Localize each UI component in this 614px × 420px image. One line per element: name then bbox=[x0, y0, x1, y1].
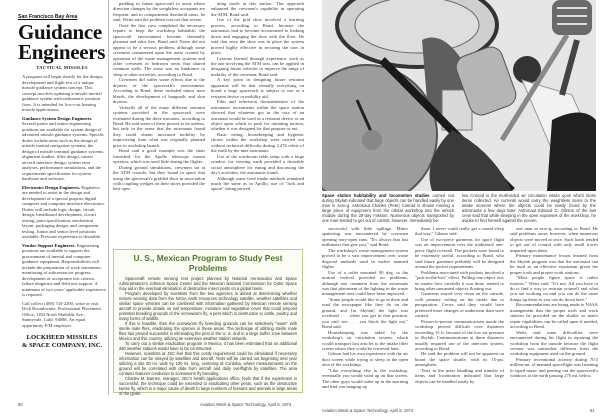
paragraph: successful with little spillage. Minor spattering was encountered by crewmen opening easy-open cans. "It's always that last millimeter that gets you," said Bond. bbox=[322, 226, 408, 248]
ad-section-body: Engineers are needed to assist in the design and development of a special purpose digital computer and computer interface electronics. Duties will include logic design, circuit design, breadboard development, circuit testing, parts specification, mechanical layout, packaging design, and component testing. Junior and senior level positions available. Previous experience is desirable. bbox=[22, 184, 106, 239]
ad-subhead: TACTICAL MISSILES bbox=[36, 65, 88, 70]
paragraph: Gibson had his own experience with the air duct screen while trying to sleep in the open area of the workshop. bbox=[322, 351, 408, 368]
ad-section bbox=[18, 185, 106, 240]
ad-intro: A program will begin shortly for the design, development and flight test of a unique missile guidance system concept. This concept involves updating a missile inertial guidance system with radiometric position fixes. It is intended for low-cost homing missile applications. bbox=[22, 74, 103, 112]
footer-left: Aviation Week & Space Technology, April 8, 1974 bbox=[200, 402, 292, 407]
paragraph: Although some food intake methods remained much the same as in Apollo, use of "fork and spoon" eating proved bbox=[211, 175, 304, 192]
paragraph: Person-to-person communications inside the workshop proved difficult over distances exceeding 15 ft. because of the low air pressure in Skylab. Communications at these distances usually required use of the intercom system, according to Bond. bbox=[415, 318, 504, 351]
paragraph: During ground simulations, crewmen sat at the ATM console, but they found in space that using the spacecraft's gridded floor in association with coupling wedges on their shoes provided the best oper- bbox=[113, 164, 205, 192]
sidebar-body bbox=[119, 276, 297, 396]
ad-section-title: Vendor Support Engineers. bbox=[22, 242, 76, 248]
paragraph: He said the problem will not be apparent on board the space shuttle, with its 15-psi. atmosphere. bbox=[415, 351, 504, 368]
paragraph: However, scientists at JSC feel that this costly requirement could be eliminated if necessary information can be relayed by satellites and aircraft. Tests will be carried out beginning next year utilizing a site 50 mi. wide by 100 mi. long, centering at Cordoba, where measurements on the ground will be correlated with data from aircraft and daily overflights by satellites. The area contains features conducive to screwworm fly breeding. bbox=[119, 351, 297, 376]
paragraph: Crewmen did suffer some effects due to the dryness of the spacecraft's environment. According to Bond, these included minor nose bleeds, the development of hangnails and skin dryness. bbox=[113, 77, 205, 105]
paragraph: Bond said a good example was the chair furnished for the Apollo telescope mount operator, which was used little during the flights. bbox=[113, 148, 205, 165]
article-column-3 bbox=[322, 226, 408, 404]
ad-section bbox=[18, 243, 106, 298]
caption-text: carried out during Skylab indicated that large objects can be handled easily by one man in zero-g. Astronaut Charles (Pete) Conrad is shown moving a large piece of equipment from the orbital workshop into the airlock module during the 28-day mission. Numerous objects transported by one man tended to get out of control, however. Immediately be- bbox=[322, 193, 454, 223]
paragraph: Once the first crew completed the necessary repairs to keep the workshop habitable, the spacecraft environment became thermally pleasant and odor free, Bond said. Noise did not appear to be a serious problem, although some crewmen commented upon the noise created by operation of the waste management systems and other crewmen in bedroom areas that shared common walls. The noise was no hindrance to sleep or other activities, according to Bond. bbox=[113, 22, 205, 77]
paragraph: Charles M. Barnes, manager, JSC's health applications office, feels that if the experiment is successful, the technique could be extended to eradicating other pests, such as the destructive tsetse fly, which is a major cause of death to large numbers of humans and animals in large areas of the globe. bbox=[119, 376, 297, 396]
paragraph: If this is feasible, then the screwworm fly breeding grounds can be selectively "sown" with sterile male flies, eradicating the species in these areas. The technique of utilizing sterile male flies has proved successful in eliminating the pest in the U. S. and in a large buffer zone between Mexico and this country, utilizing an extensive weather station network. bbox=[119, 321, 297, 341]
paragraph: Basic eating, housekeeping and hygienic chores within the workshop were carried out without technical difficulty during 2,476 orbits of the earth by the nine astronauts. bbox=[211, 131, 304, 154]
article-column-2 bbox=[211, 1, 304, 244]
paragraph: "Like everything else in the workshop, eventually you would wind up on that screen. The other guys would wake up in the morning and find you hanging up bbox=[322, 367, 408, 390]
sidebar-box bbox=[113, 249, 303, 396]
ad-headline-line-1: Guidance bbox=[18, 20, 102, 44]
paragraph: Program developed by scientists from the two agencies is aimed at determining whether remote sensing data from the NASA earth resources technology satellite, weather satellites and similar space vehicles can be combined with information gathered by Mexican remote sensing aircraft to provide details on soil temperature, moisture and vegetative cover that could pinpoint potential breeding grounds of the screwworm fly, a pest which is destructive to cattle, poultry and many forms of wildlife. bbox=[119, 291, 297, 321]
page-number-left: 60 bbox=[18, 402, 23, 407]
paragraph: Recommendations are being made to NASA management that the proper tools and work stations be provided on the shuttle so man's repair capabilities can be called upon if needed, according to Bond. bbox=[510, 302, 598, 330]
sidebar-title: U. S., Mexican Program to Study Pest Problems bbox=[133, 253, 283, 273]
page-number-right: 61 bbox=[590, 408, 595, 413]
ad-section-body: Engineering positions are available to support the procurement of inertial and computer guidance equipment. Responsibilities will include the preparation of work statements, monitoring of subcontractor progress, development of acceptance test criteria, failure diagnosis and field test support. A minimum of two years' applicable experience is required. bbox=[22, 242, 106, 297]
ad-section-body: Several junior and senior engineering positions are available for system design of advanced missile guidance systems. Specific duties include areas such as the design of missile inertial navigation systems, the design of missile terminal guidance systems, alignment studies, filter design, carrier aircraft interface design, system error analyses, performance simulations, and the requirements specification for system hardware and software. bbox=[22, 121, 105, 181]
ad-company-line-1: LOCKHEED MISSILES bbox=[26, 334, 98, 341]
footer-right: Aviation Week & Space Technology, April 8, 1974 bbox=[322, 408, 414, 413]
recruitment-ad bbox=[18, 14, 106, 349]
paragraph: Use of the grid shoe involved a learning process, according to Bond, because the astronauts had to become accustomed to looking down and engaging the shoe with the floor. He said that once the shoe was in place the system proved highly effective in securing the user in place. bbox=[211, 17, 304, 56]
paragraph: Lessons learned through experience, such as the one involving the ATM seat, can be applied in designing future vehicles to improve the range of mobility of the crewmen, Bond said. bbox=[211, 55, 304, 77]
paragraph: Spacecraft remote sensing test project planned by National Aeronautics and Space Administration's Johnson Space Center and the Mexican National Commission for Outer Space may aid in the eventual elimination of destructive insect pests on a global basis. bbox=[119, 276, 297, 291]
article-column-1 bbox=[113, 1, 205, 244]
paragraph: Tests in the mass handling and transfer of items and locomotion indicated that large objects can be handled easily by bbox=[415, 367, 504, 384]
paragraph: Problems associated with pockets involved a "jack-in-the-box" effect. Pulling one object out, no matter how carefully it was done, tended to bring other unwanted objects floating out. bbox=[415, 269, 504, 291]
paragraph: Garments stayed very clean on the outside, with primary soiling on the inside due to perspiration. Crews said they would have preferred more changes of underwear than were carried. bbox=[415, 291, 504, 319]
paragraph: To carry out a similar eradication program in Mexico, it has been estimated that an additional 260 weather stations would have to be constructed. bbox=[119, 341, 297, 351]
column-divider bbox=[108, 0, 109, 395]
ad-section-title: Guidance System Design Engineers. bbox=[22, 115, 93, 121]
paragraph: Use of a toilet mounted 90 deg. to the normal vertical provided no problems, although one comment from the astronauts was that placement of the lighting in the waste management area could have been improved. bbox=[322, 269, 408, 297]
article-column-5 bbox=[510, 226, 598, 404]
paragraph: Film and television documentation of the astronauts' movements within the space station showed that whatever got in the way of an astronaut would be used as a restraint device or an object upon which to push for initiating motion, whether it was designed for that purpose or not. bbox=[211, 99, 304, 132]
paragraph: ating mode at this station. This approach enhanced the crewmen's capability in operating the ATM, Bond said. bbox=[211, 1, 304, 17]
photo-illustration bbox=[322, 0, 596, 191]
paragraph: Primary recreational activity during 70.5 million mi. of manned spaceflight was listening to taped music and peering out the spacecraft's windows at the earth passing 270 mi. below. bbox=[510, 356, 598, 379]
article-column-4 bbox=[415, 226, 504, 404]
paragraph: "Some people would like to go in there and read the newspaper like they do on the ground, and [in Skylab] the light was overhead . . . when you get in that position, you can't see . . . you block the light out," Bond said. bbox=[322, 296, 408, 330]
ad-company bbox=[18, 334, 106, 349]
caption-lead: Space station habitability and locomotion studies bbox=[322, 193, 430, 198]
ad-headline-line-2: Engineers bbox=[18, 40, 106, 64]
paragraph: there. I never could really get a sound sleep that way," Gibson said. bbox=[415, 226, 504, 237]
ad-section bbox=[18, 116, 106, 182]
photo-caption-left bbox=[322, 193, 454, 223]
ad-company-line-2: & SPACE COMPANY, INC. bbox=[21, 341, 103, 349]
ad-headline bbox=[18, 22, 106, 62]
paragraph: The workshop's waste management system proved to be a vast improvement over waste disposal methods used in earlier manned flights. bbox=[322, 247, 408, 270]
paragraph: Housekeeping was aided by the workshop's air circulation system, which would transport lost articles to the intake filter screen where they could be retrieved later. bbox=[322, 329, 408, 351]
ad-region: San Francisco Bay Area bbox=[18, 14, 78, 20]
paragraph: padding in future spacecraft in areas where direction changes by the weightless occupants are frequent, and in compartment threshold areas, he said. Weitz said the problem was not that severe. bbox=[113, 1, 205, 23]
paragraph: Use of the wardroom table setup with a large window for viewing earth provided a desirable social atmosphere for eating and discussing the day's activities, the astronauts found. bbox=[211, 153, 304, 176]
paragraph: Primary maintenance lesson learned from the Skylab program was that the astronaut can be used as an effective repairman given the proper tools and proper work stations. bbox=[510, 253, 598, 275]
paragraph: Weitz said some difficulties were encountered during his flight in repairing the workshop from the outside because the flight version was somewhat different from the workshop equipment used on the ground. bbox=[510, 329, 598, 357]
skylab-photo bbox=[322, 0, 596, 191]
photo-caption-right: low Conrad is the multi-sided air circulation intake upon which loose items collected. Air currents would carry the weightless items to the intake screens where the objects could be easily found by the astronauts a few days later. Astronaut Edward G. Gibson of the last crew said that while sleeping in the open expanses of the workshop, he awoke to find himself against the screen. bbox=[462, 193, 596, 223]
paragraph: Use of two-piece garments for space flight was an improvement over the traditional one-piece flight coverall. The pockets were found to be extremely useful, according to Bond, who said future garments probably will be designed around the pocket requirements. bbox=[415, 236, 504, 270]
ad-section-title: Electronics Design Engineers. bbox=[22, 184, 81, 190]
paragraph: "Most people figure space is rather esoteric," Weitz said. "It's not. All you have to do is find a way to restrain yourself and what you are working on and you can do the same things up there as you can do down here." bbox=[510, 275, 598, 302]
paragraph: A key point in designing future restraint apparatus will be that virtually everything on board a large spacecraft is subject to use as a restraint device or mobility aid. bbox=[211, 77, 304, 99]
paragraph: Virtually all of the many different restraint systems provided in the spacecraft were evaluated during the three missions, according to Bond. He said some of these proved to be useless, but only in the sense that the astronauts found they could obtain increased mobility by improvising from what was originally planned prior to workshop launch. bbox=[113, 104, 205, 148]
ad-contact: Call collect (408) 743-2200, write or visit Dick Roonthwaite, Professional Placement Office, 1184 North Mathilda Ave., Sunnyvale, Calif. 94088. An equal opportunity F/M employer. bbox=[22, 300, 101, 328]
paragraph: one man in zero-g, according to Bond. He said problems arose, however, when numerous objects were moved at once. Such loads tended to get out of control with only small forces imparted upon them. bbox=[510, 226, 598, 253]
